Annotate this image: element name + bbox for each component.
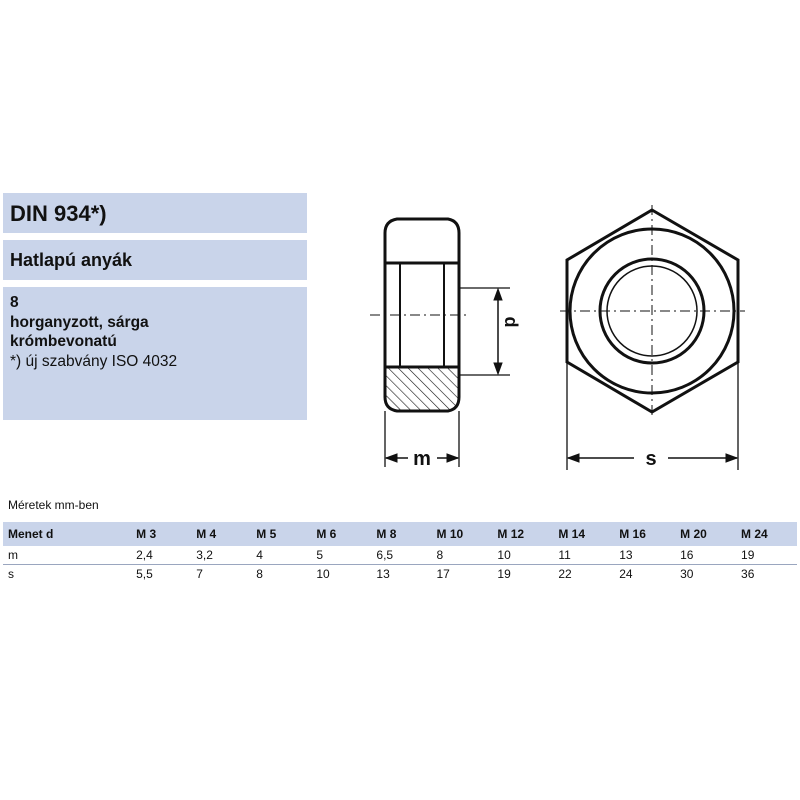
table-cell: 8 xyxy=(256,567,263,581)
size-header: M 14 xyxy=(553,522,614,546)
table-cell: 10 xyxy=(316,567,330,581)
table-cell: 8 xyxy=(432,546,493,565)
row-label: m xyxy=(3,546,131,565)
table-cell: 30 xyxy=(680,567,694,581)
size-header: M 24 xyxy=(736,522,797,546)
nut-front-view xyxy=(560,205,745,418)
grade-text: 8 xyxy=(10,294,19,311)
table-cell: 10 xyxy=(492,546,553,565)
row-label: s xyxy=(8,567,14,581)
thread-size-header: Menet d xyxy=(3,522,131,546)
table-cell: 19 xyxy=(736,546,797,565)
size-header: M 5 xyxy=(251,522,311,546)
standard-note: *) új szabvány ISO 4032 xyxy=(10,352,178,370)
size-header: M 8 xyxy=(371,522,431,546)
table-cell: 36 xyxy=(741,567,755,581)
size-header: M 6 xyxy=(311,522,371,546)
table-row-m xyxy=(3,546,797,565)
dimension-d xyxy=(459,288,510,375)
label-s: s xyxy=(645,448,657,470)
nut-side-view xyxy=(370,219,470,411)
finish-line-1: horganyzott, sárga xyxy=(10,313,149,331)
table-cell: 16 xyxy=(675,546,736,565)
product-subtitle: Hatlapú anyák xyxy=(10,250,133,270)
size-header: M 10 xyxy=(432,522,493,546)
units-note: Méretek mm-ben xyxy=(8,498,99,512)
product-title: DIN 934*) xyxy=(10,201,107,226)
finish-line-2: krómbevonatú xyxy=(10,333,117,350)
size-header: M 16 xyxy=(614,522,675,546)
table-cell: 5,5 xyxy=(136,567,153,581)
size-header: M 20 xyxy=(675,522,736,546)
table-cell: 19 xyxy=(497,567,511,581)
table-row-s xyxy=(3,565,797,584)
table-cell: 13 xyxy=(614,546,675,565)
table-cell: 5 xyxy=(311,546,371,565)
table-cell: 4 xyxy=(251,546,311,565)
table-cell: 24 xyxy=(619,567,633,581)
table-cell: 13 xyxy=(376,567,390,581)
table-cell: 22 xyxy=(558,567,572,581)
label-m: m xyxy=(413,448,431,470)
table-cell: 6,5 xyxy=(371,546,431,565)
table-cell: 3,2 xyxy=(191,546,251,565)
label-d: d xyxy=(501,316,521,328)
table-cell: 7 xyxy=(196,567,203,581)
table-cell: 11 xyxy=(553,546,614,565)
dimensions-table xyxy=(3,522,797,583)
table-cell: 17 xyxy=(436,567,450,581)
size-header: M 4 xyxy=(191,522,251,546)
size-header: M 3 xyxy=(131,522,191,546)
size-header: M 12 xyxy=(492,522,553,546)
table-cell: 2,4 xyxy=(131,546,191,565)
table-header-row xyxy=(3,522,797,546)
